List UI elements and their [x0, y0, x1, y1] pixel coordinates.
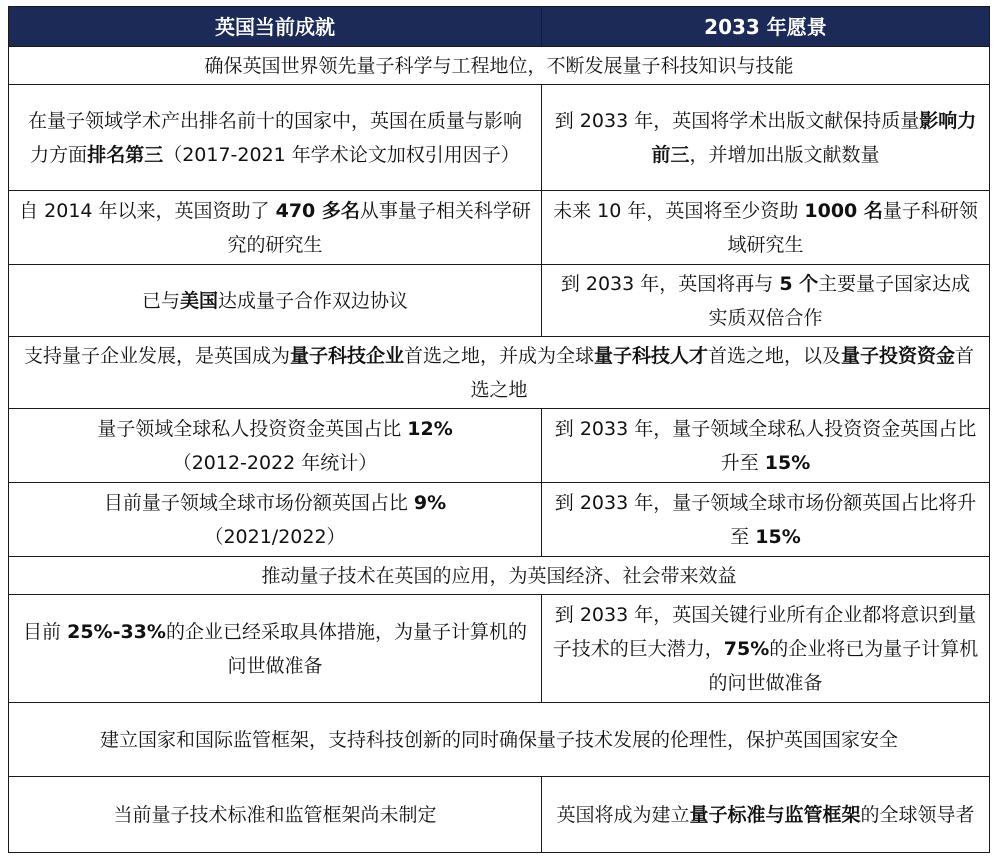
header-row	[9, 7, 990, 47]
vision-business-readiness: 到 2033 年，英国关键行业所有企业都将意识到量子技术的巨大潜力，75%的企业将已为量子计算机的问世做准备	[542, 595, 990, 703]
table-row	[9, 595, 990, 703]
current-regulatory-framework: 当前量子技术标准和监管框架尚未制定	[9, 777, 542, 853]
section-title-row	[9, 47, 990, 85]
table-row	[9, 777, 990, 853]
vision-phd-funding: 未来 10 年，英国将至少资助 1000 名量子科研领域研究生	[542, 191, 990, 265]
section-title-row	[9, 337, 990, 409]
table-row	[9, 265, 990, 337]
section-title-science: 确保英国世界领先量子科学与工程地位，不断发展量子科技知识与技能	[9, 47, 990, 85]
vision-private-investment: 到 2033 年，量子领域全球私人投资资金英国占比升至 15%	[542, 409, 990, 483]
current-academic-ranking: 在量子领域学术产出排名前十的国家中，英国在质量与影响力方面排名第三（2017-2021 年学术论文加权引用因子）	[9, 85, 542, 191]
vision-bilateral-agreement: 到 2033 年，英国将再与 5 个主要量子国家达成实质双倍合作	[542, 265, 990, 337]
vision-academic-ranking: 到 2033 年，英国将学术出版文献保持质量影响力前三，并增加出版文献数量	[542, 85, 990, 191]
uk-quantum-vision-table	[8, 6, 990, 853]
section-title-enterprise: 支持量子企业发展，是英国成为量子科技企业首选之地，并成为全球量子科技人才首选之地，以及量子投资资金首选之地	[9, 337, 990, 409]
current-bilateral-agreement: 已与美国达成量子合作双边协议	[9, 265, 542, 337]
current-phd-funding: 自 2014 年以来，英国资助了 470 多名从事量子相关科学研究的研究生	[9, 191, 542, 265]
current-market-share: 目前量子领域全球市场份额英国占比 9% （2021/2022）	[9, 483, 542, 557]
current-business-readiness: 目前 25%-33%的企业已经采取具体措施，为量子计算机的问世做准备	[9, 595, 542, 703]
section-title-row	[9, 557, 990, 595]
header-2033-vision: 2033 年愿景	[542, 7, 990, 47]
vision-regulatory-framework: 英国将成为建立量子标准与监管框架的全球领导者	[542, 777, 990, 853]
table-row	[9, 85, 990, 191]
table-row	[9, 483, 990, 557]
vision-market-share: 到 2033 年，量子领域全球市场份额英国占比将升至 15%	[542, 483, 990, 557]
header-current-achievement: 英国当前成就	[9, 7, 542, 47]
section-title-row	[9, 703, 990, 777]
table-row	[9, 191, 990, 265]
section-title-application: 推动量子技术在英国的应用，为英国经济、社会带来效益	[9, 557, 990, 595]
current-private-investment: 量子领域全球私人投资资金英国占比 12% （2012-2022 年统计）	[9, 409, 542, 483]
section-title-regulation: 建立国家和国际监管框架，支持科技创新的同时确保量子技术发展的伦理性，保护英国国家安全	[9, 703, 990, 777]
table-row	[9, 409, 990, 483]
